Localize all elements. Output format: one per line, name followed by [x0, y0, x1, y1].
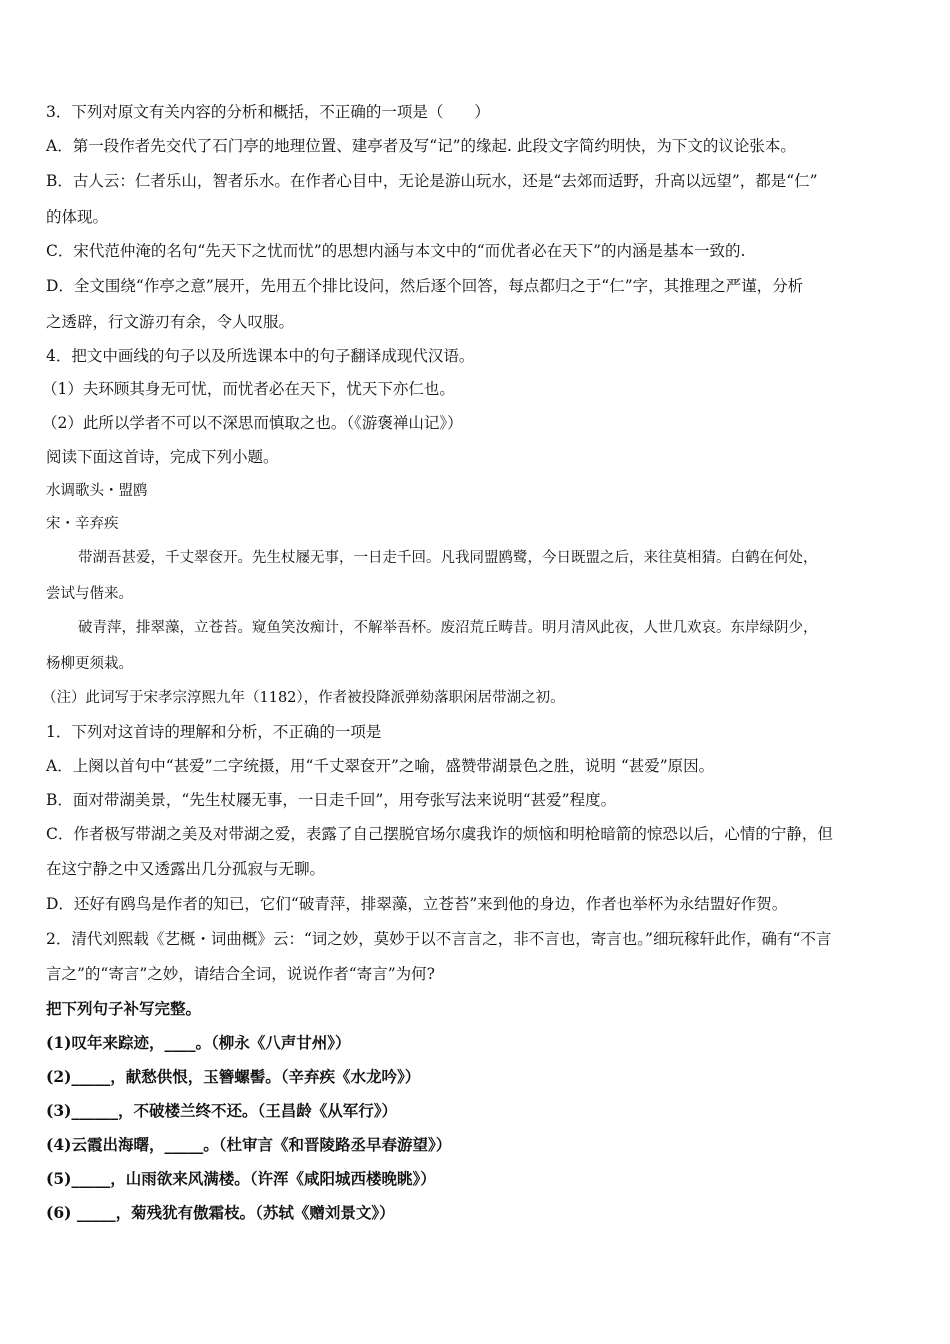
- q3-option-b-line2: 的体现。: [46, 208, 109, 226]
- q3-option-b-line1: B．古人云：仁者乐山，智者乐水。在作者心目中，无论是游山玩水，还是“去郊而适野，升高以远望”，都是“仁”: [46, 172, 818, 190]
- q3-stem: 3．下列对原文有关内容的分析和概括，不正确的一项是（ ）: [46, 103, 490, 121]
- fill-item-4: (4)云霞出海曙，_____。（杜审言《和晋陵路丞早春游望》）: [46, 1135, 452, 1154]
- poem-title: 水调歌头・盟鸥: [46, 483, 148, 499]
- pq2-line1: 2．清代刘熙载《艺概・词曲概》云：“词之妙，莫妙于以不言言之，非不言也，寄言也。”细玩稼轩此作，确有“不言: [46, 930, 832, 948]
- pq1-option-b: B．面对带湖美景，“先生杖屦无事，一日走千回”，用夸张写法来说明“甚爱”程度。: [46, 791, 617, 809]
- poem-stanza1-line1: 带湖吾甚爱，千丈翠奁开。先生杖屦无事，一日走千回。凡我同盟鸥鹭，今日既盟之后，来往莫相猜。白鹤在何处，: [78, 550, 818, 566]
- pq1-option-c-line1: C．作者极写带湖之美及对带湖之爱，表露了自己摆脱官场尔虞我诈的烦恼和明枪暗箭的惊恐以后，心情的宁静，但: [46, 825, 833, 843]
- poem-stanza1-line2: 尝试与偕来。: [46, 586, 133, 602]
- fill-item-6: (6) _____，菊残犹有傲霜枝。（苏轼《赠刘景文》）: [46, 1203, 395, 1222]
- q4-sentence-1: （1）夫环顾其身无可忧，而忧者必在天下，忧天下亦仁也。: [42, 380, 455, 398]
- fill-item-5: (5)_____，山雨欲来风满楼。（许浑《咸阳城西楼晚眺》）: [46, 1169, 436, 1188]
- fill-heading: 把下列句子补写完整。: [46, 999, 202, 1018]
- q3-option-d-line2: 之透辟，行文游刃有余，令人叹服。: [46, 313, 295, 331]
- pq2-line2: 言之”的“寄言”之妙，请结合全词，说说作者“寄言”为何?: [46, 965, 435, 983]
- q3-option-c: C．宋代范仲淹的名句“先天下之忧而忧”的思想内涵与本文中的“而优者必在天下”的内涵是基本一致的.: [46, 242, 746, 260]
- poem-author: 宋・辛弃疾: [46, 516, 119, 532]
- poem-intro: 阅读下面这首诗，完成下列小题。: [46, 448, 279, 466]
- pq1-option-a: A．上阕以首句中“甚爱”二字统摄，用“千丈翠奁开”之喻，盛赞带湖景色之胜，说明 “甚爱”原因。: [46, 757, 715, 775]
- q4-stem: 4．把文中画线的句子以及所选课本中的句子翻译成现代汉语。: [46, 347, 475, 365]
- poem-stanza2-line2: 杨柳更须栽。: [46, 656, 133, 672]
- q3-option-d-line1: D．全文围绕“作亭之意”展开，先用五个排比设问，然后逐个回答，每点都归之于“仁”字，其推理之严谨，分析: [46, 277, 804, 295]
- q4-sentence-2: （2）此所以学者不可以不深思而慎取之也。（《游褒禅山记》）: [42, 414, 463, 432]
- poem-stanza2-line1: 破青萍，排翠藻，立苍苔。窥鱼笑汝痴计，不解举吾杯。废沼荒丘畴昔。明月清风此夜，人世几欢哀。东岸绿阴少，: [78, 620, 818, 636]
- pq1-option-d: D．还好有鸥鸟是作者的知已，它们“破青萍，排翠藻，立苍苔”来到他的身边，作者也举杯为永结盟好作贺。: [46, 895, 788, 913]
- fill-item-1: (1)叹年来踪迹，____。（柳永《八声甘州》）: [46, 1033, 351, 1052]
- fill-item-3: (3)______，不破楼兰终不还。（王昌龄《从军行》）: [46, 1101, 397, 1120]
- q3-option-a: A．第一段作者先交代了石门亭的地理位置、建亭者及写“记”的缘起. 此段文字简约明快，为下文的议论张本。: [46, 137, 796, 155]
- fill-item-2: (2)_____，献愁供恨，玉簪螺髻。（辛弃疾《水龙吟》）: [46, 1067, 421, 1086]
- pq1-option-c-line2: 在这宁静之中又透露出几分孤寂与无聊。: [46, 860, 326, 878]
- poem-note: （注）此词写于宋孝宗淳熙九年（1182），作者被投降派弹劾落职闲居带湖之初。: [42, 690, 565, 706]
- pq1-stem: 1．下列对这首诗的理解和分析，不正确的一项是: [46, 723, 382, 741]
